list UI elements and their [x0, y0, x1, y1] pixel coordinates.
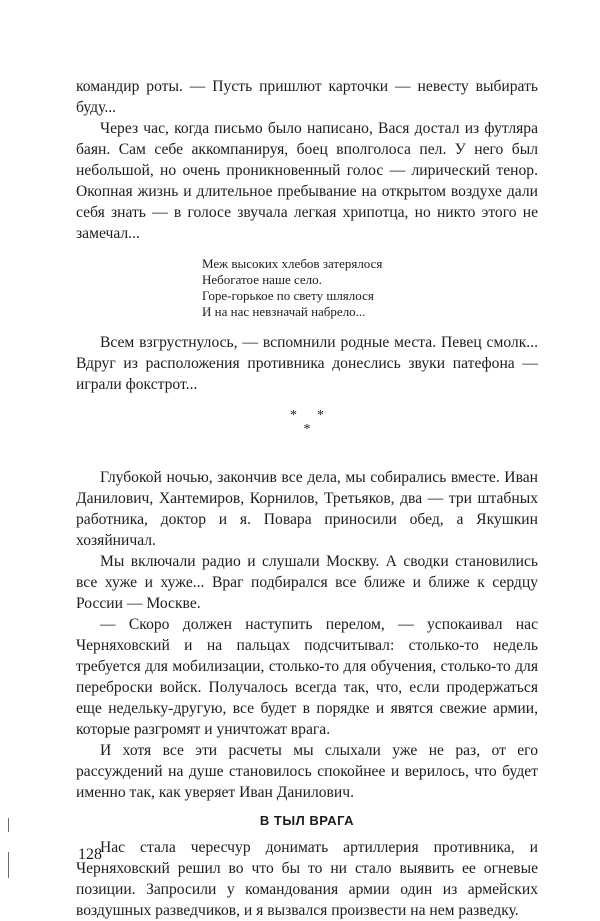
- paragraph-night-gathering: Глубокой ночью, закончив все дела, мы собирались вместе. Иван Данилович, Хантемиров, Корнилов, Третьяков, два — три штабных работника, доктор и я. Повара приносили обед, а Якушкин хозяйничал.: [76, 469, 538, 549]
- paragraph-bayan: Через час, когда письмо было написано, Вася достал из футляра баян. Сам себе аккомпанируя, боец вполголоса пел. У него был небольшой, но очень проникновенный голос — лирический тенор. Окопная жизнь и длительное пребывание на открытом воздухе дали себя знать — в голосе звучала легкая хрипотца, но никто этого не замечал...: [76, 120, 538, 242]
- paragraph-calculations: И хотя все эти расчеты мы слыхали уже не раз, от его рассуждений на душе становилось спокойнее и верилось, что будет именно так, как уверяет Иван Данилович.: [76, 742, 538, 801]
- paragraph-continuation: командир роты. — Пусть пришлют карточки — невесту выбирать буду...: [76, 78, 538, 116]
- paragraph-radio: Мы включали радио и слушали Москву. А сводки становились все хуже и хуже... Враг подбирался все ближе и ближе к сердцу России — Москве.: [76, 553, 538, 612]
- scan-edge-mark: [8, 818, 9, 832]
- asterisk: *: [290, 408, 297, 423]
- section-title: В ТЫЛ ВРАГА: [259, 813, 355, 828]
- paragraph-artillery: Нас стала чересчур донимать артиллерия противника, и Черняховский решил во что бы то ни стало выявить ее огневые позиции. Запросили у командования армии один из армейских воздушных разведчиков, и я вызвался произвести на нем разведку.: [76, 839, 538, 919]
- poem-stanza: [202, 256, 538, 320]
- poem-line: Небогатое наше село.: [202, 272, 322, 287]
- poem-line: Меж высоких хлебов затерялося: [202, 256, 383, 271]
- scan-edge-mark: [8, 852, 9, 878]
- asterisk: *: [317, 408, 324, 423]
- page-number: 128: [78, 846, 102, 863]
- page-body: [76, 76, 538, 921]
- poem-line: И на нас невзначай набрело...: [202, 304, 366, 319]
- poem-line: Горе-горькое по свету шлялося: [202, 288, 374, 303]
- section-break-asterism: [76, 409, 538, 437]
- paragraph-turning-point: — Скоро должен наступить перелом, — успокаивал нас Черняховский и на пальцах подсчитывал: столько-то недель требуется для мобилизации, столько-то для обучения, столько-то для переброски войск. Получалось всегда так, что, если продержаться еще недельку-другую, все будет в порядке и явятся свежие армии, которые разгромят и уничтожат врага.: [76, 616, 538, 738]
- asterisk: *: [303, 422, 311, 437]
- paragraph-gramophone: Всем взгрустнулось, — вспомнили родные места. Певец смолк... Вдруг из расположения противника донеслись звуки патефона — играли фокстрот...: [76, 334, 538, 393]
